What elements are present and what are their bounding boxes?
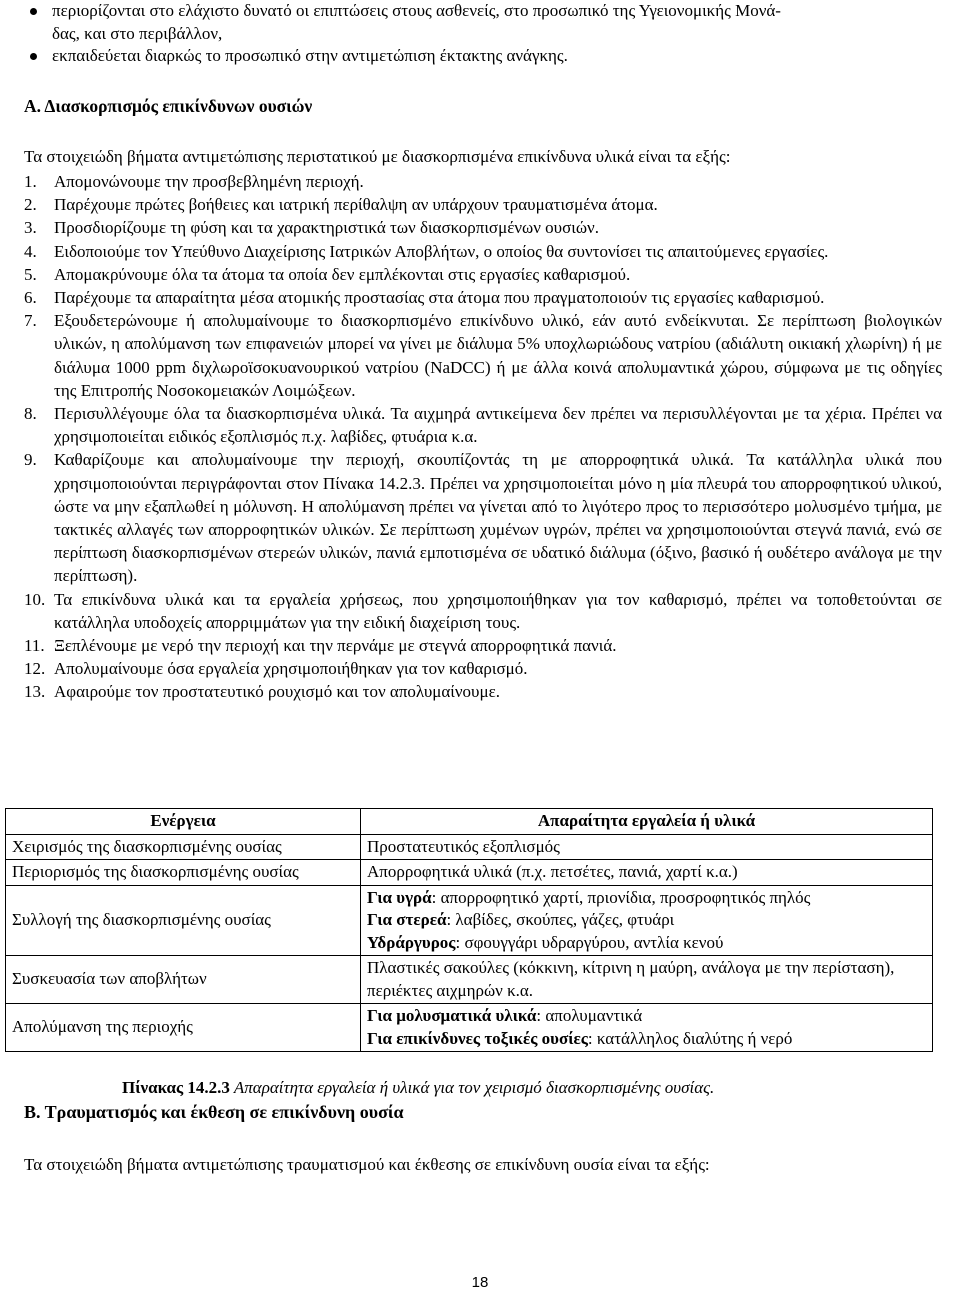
section-a-intro: Τα στοιχειώδη βήματα αντιμετώπισης περιστατικού με διασκορπισμένα επικίνδυνα υλικά είναι τα εξής: [24, 147, 731, 166]
step-text: Αφαιρούμε τον προστατευτικό ρουχισμό και τον απολυμαίνουμε. [54, 682, 500, 702]
table-body [6, 834, 933, 1052]
page-number: 18 [471, 1274, 489, 1291]
caption-label: Πίνακας 14.2.3 [122, 1078, 230, 1097]
step-item [24, 657, 942, 680]
material-line [367, 1028, 926, 1051]
step-text: Απομονώνουμε την προσβεβλημένη περιοχή. [54, 172, 364, 191]
step-number: 10. [24, 589, 46, 609]
table-row [6, 834, 933, 860]
material-text: : απολυμαντικά [536, 1006, 643, 1025]
material-label: Για επικίνδυνες τοξικές ουσίες [367, 1028, 588, 1048]
step-text: Προσδιορίζουμε τη φύση και τα χαρακτηριστικά των διασκορπισμένων ουσιών. [54, 218, 599, 238]
step-number: 11. [24, 636, 45, 656]
material-line [367, 887, 926, 910]
bullet-text: περιορίζονται στο ελάχιστο δυνατό οι επιπτώσεις στους ασθενείς, στο προσωπικό της Υγειονομικής Μονά- [52, 1, 781, 20]
material-line [367, 957, 926, 1002]
step-item [24, 448, 942, 587]
table-header-materials: Απαραίτητα εργαλεία ή υλικά [361, 809, 933, 835]
material-line [367, 836, 926, 859]
step-text: Απομακρύνουμε όλα τα άτομα τα οποία δεν εμπλέκονται στις εργασίες καθαρισμού. [54, 264, 631, 284]
step-text: Εξουδετερώνουμε ή απολυμαίνουμε το διασκορπισμένο επικίνδυνο υλικό, εάν αυτό ενδείκνυται. Σε περίπτωση βιολογικών υλικών, η απολύμανση των επιφανειών μπορεί να γίνει με διάλυμα 5% υποχλωριώδους νατρίου (αδιάλυτη οικιακή χλωρίνη) ή με διάλυμα 1000 ppm διχλωροϊσοκυανουρικού νατρίου (NaDCC) ή με άλλα κοινά απολυμαντικά χώρου, σύμφωνα με τις οδηγίες της Επιτροπής Νοσοκομειακών Λοιμώξεων. [54, 311, 942, 400]
bullet-list [24, 0, 944, 68]
step-item [24, 680, 942, 703]
material-text: : σφουγγάρι υδραργύρου, αντλία κενού [455, 932, 724, 952]
table-row [6, 956, 933, 1004]
material-label: Υδράργυρος [367, 932, 456, 952]
step-item [24, 240, 942, 263]
step-number: 13. [24, 682, 46, 702]
materials-cell [361, 885, 933, 956]
materials-table [5, 808, 933, 1052]
material-text: : κατάλληλος διαλύτης ή νερό [587, 1028, 793, 1048]
step-text: Ξεπλένουμε με νερό την περιοχή και την περνάμε με στεγνά απορροφητικά πανιά. [54, 636, 617, 656]
bullet-icon [30, 8, 37, 15]
step-number: 7. [24, 311, 37, 331]
step-text: Παρέχουμε πρώτες βοήθειες και ιατρική περίθαλψη αν υπάρχουν τραυματισμένα άτομα. [54, 195, 658, 215]
material-label: Για μολυσματικά υλικά [367, 1006, 537, 1025]
step-text: Ειδοποιούμε τον Υπεύθυνο Διαχείρισης Ιατρικών Αποβλήτων, ο οποίος θα συντονίσει τις απαιτούμενες εργασίες. [54, 241, 829, 261]
step-item [24, 588, 942, 634]
caption-text: Απαραίτητα εργαλεία ή υλικά για τον χειρισμό διασκορπισμένης ουσίας. [229, 1078, 715, 1097]
step-text: Καθαρίζουμε και απολυμαίνουμε την περιοχή, σκουπίζοντάς τη με απορροφητικά υλικά. Τα κατάλληλα υλικά που χρησιμοποιούνται περιγράφονται στον Πίνακα 14.2.3. Πρέπει να χρησιμοποιείται μόνο η μία πλευρά του απορροφητικού υλικού, ώστε να μην εξαπλωθεί η μόλυνση. Η απολύμανση πρέπει να γίνεται από το λιγότερο προς το περισσότερο μολυσμένο τμήμα, με τακτικές αλλαγές των απορροφητικών υλικών. Σε περίπτωση χυμένων υγρών, πρέπει να χρησιμοποιούνται στεγνά πανιά, ενώ σε περίπτωση διασκορπισμένων στερεών υλικών, πανιά εμποτισμένα σε υδατικό διάλυμα (όξινο, βασικό ή ουδέτερο ανάλογα με την περίπτωση). [54, 450, 942, 586]
material-label: Για υγρά [367, 887, 432, 907]
action-cell: Απολύμανση της περιοχής [6, 1004, 361, 1052]
table-row [6, 885, 933, 956]
material-label: Για στερεά [367, 910, 447, 929]
material-line [367, 932, 926, 955]
step-item [24, 634, 942, 657]
table-row [6, 1004, 933, 1052]
step-item [24, 286, 942, 309]
bullet-text: εκπαιδεύεται διαρκώς το προσωπικό στην αντιμετώπιση έκτακτης ανάγκης. [52, 46, 568, 65]
section-b-intro: Τα στοιχειώδη βήματα αντιμετώπισης τραυματισμού και έκθεσης σε επικίνδυνη ουσία είναι τα εξής: [24, 1155, 710, 1174]
action-cell: Χειρισμός της διασκορπισμένης ουσίας [6, 834, 361, 860]
table-row [6, 860, 933, 886]
step-item [24, 193, 942, 216]
material-text: Προστατευτικός εξοπλισμός [367, 836, 560, 856]
step-text: Απολυμαίνουμε όσα εργαλεία χρησιμοποιήθηκαν για τον καθαρισμό. [54, 659, 528, 679]
material-text: Απορροφητικά υλικά (π.χ. πετσέτες, πανιά, χαρτί κ.α.) [367, 862, 738, 881]
material-line [367, 861, 926, 884]
bullet-text-cont: δας, και στο περιβάλλον, [52, 23, 223, 43]
material-text: Πλαστικές σακούλες (κόκκινη, κίτρινη η μαύρη, ανάλογα με την περίσταση), περιέκτες αιχμηρών κ.α. [367, 958, 895, 1000]
bullet-item [24, 45, 944, 68]
section-b-heading: Β. Τραυματισμός και έκθεση σε επικίνδυνη ουσία [24, 1102, 404, 1122]
step-item [24, 402, 942, 448]
step-item [24, 216, 942, 239]
table-header-action: Ενέργεια [6, 809, 361, 835]
step-number: 12. [24, 659, 46, 679]
step-item [24, 170, 942, 193]
bullet-item [24, 0, 944, 45]
material-line [367, 1005, 926, 1028]
step-item [24, 263, 942, 286]
steps-list [24, 170, 942, 704]
step-number: 3. [24, 218, 37, 238]
step-number: 9. [24, 450, 37, 470]
materials-cell [361, 1004, 933, 1052]
table-header-row [6, 809, 933, 835]
material-text: : λαβίδες, σκούπες, γάζες, φτυάρι [446, 910, 675, 929]
step-number: 1. [24, 172, 37, 191]
action-cell: Συσκευασία των αποβλήτων [6, 956, 361, 1004]
action-cell: Συλλογή της διασκορπισμένης ουσίας [6, 885, 361, 956]
materials-cell [361, 834, 933, 860]
step-number: 5. [24, 264, 37, 284]
step-number: 4. [24, 241, 37, 261]
step-text: Περισυλλέγουμε όλα τα διασκορπισμένα υλικά. Τα αιχμηρά αντικείμενα δεν πρέπει να περισυλλέγονται με τα χέρια. Πρέπει να χρησιμοποιείται ειδικός εξοπλισμός π.χ. λαβίδες, φτυάρια κ.α. [54, 404, 942, 447]
bullet-icon [30, 53, 37, 60]
materials-cell [361, 860, 933, 886]
table-caption [122, 1078, 714, 1098]
material-text: : απορροφητικό χαρτί, πριονίδια, προσροφητικός πηλός [431, 887, 811, 907]
action-cell: Περιορισμός της διασκορπισμένης ουσίας [6, 860, 361, 886]
step-item [24, 309, 942, 402]
section-a-heading: Α. Διασκορπισμός επικίνδυνων ουσιών [24, 96, 313, 116]
step-text: Τα επικίνδυνα υλικά και τα εργαλεία χρήσεως, που χρησιμοποιήθηκαν για τον καθαρισμό, πρέπει να τοποθετούνται σε κατάλληλα υποδοχείς απορριμμάτων για την ειδική διαχείριση τους. [54, 589, 942, 632]
materials-cell [361, 956, 933, 1004]
step-number: 8. [24, 404, 37, 424]
step-number: 6. [24, 288, 37, 308]
step-text: Παρέχουμε τα απαραίτητα μέσα ατομικής προστασίας στα άτομα που πραγματοποιούν τις εργασίες καθαρισμού. [54, 288, 825, 308]
step-number: 2. [24, 195, 37, 215]
material-line [367, 909, 926, 932]
